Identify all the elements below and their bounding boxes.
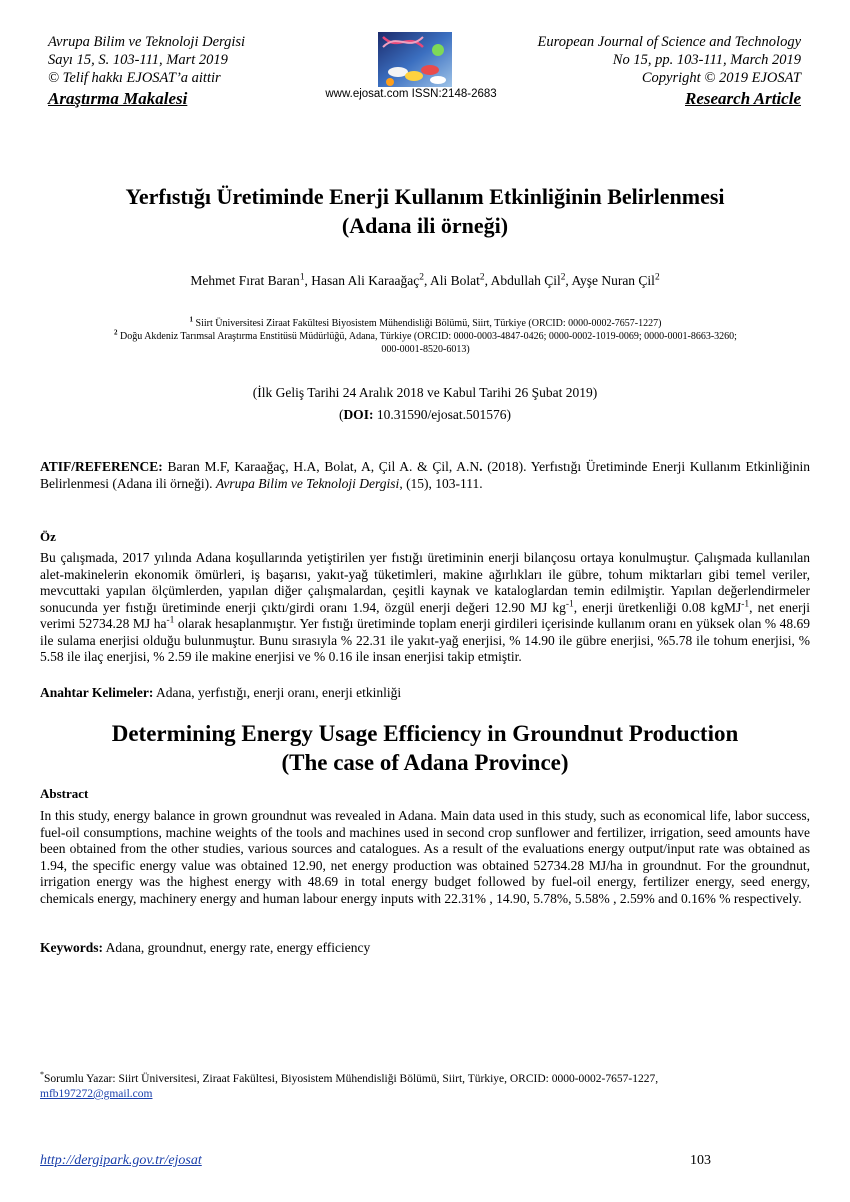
citation-reference: ATIF/REFERENCE: Baran M.F, Karaağaç, H.A, Bolat, A, Çil A. & Çil, A.N. (2018). Yerfıstığı Üretiminde Enerji Kullanım Etkinliğinin Belirlenmesi (Adana ili örneği). Avrupa Bilim ve Teknoloji Dergisi, (15), 103-111. bbox=[40, 459, 811, 491]
journal-name-tr: Avrupa Bilim ve Teknoloji Dergisi bbox=[48, 34, 246, 50]
journal-logo-icon bbox=[378, 32, 452, 87]
abstract-heading: Abstract bbox=[40, 786, 89, 801]
oz-heading: Öz bbox=[40, 529, 56, 544]
issn-label: www.ejosat.com ISSN:2148-2683 bbox=[325, 88, 497, 100]
issue-info-en: No 15, pp. 103-111, March 2019 bbox=[612, 52, 801, 68]
issue-info-tr: Sayı 15, S. 103-111, Mart 2019 bbox=[48, 52, 228, 68]
header-left bbox=[48, 33, 245, 87]
article-type-en: Research Article bbox=[685, 89, 801, 108]
author: Ayşe Nuran Çil$^2$ bbox=[571, 272, 660, 288]
author-list bbox=[40, 273, 810, 289]
corresponding-author-footnote: *Sorumlu Yazar: Siirt Üniversitesi, Ziraat Fakültesi, Biyosistem Mühendisliği Bölümü, Siirt, Türkiye, ORCID: 0000-0002-7657-1227, mfb197272@gmail.com bbox=[40, 1070, 659, 1100]
received-accepted-dates: (İlk Geliş Tarihi 24 Aralık 2018 ve Kabul Tarihi 26 Şubat 2019) bbox=[252, 385, 598, 400]
author: Hasan Ali Karaağaç$^2$, bbox=[311, 272, 430, 288]
copyright-tr: © Telif hakkı EJOSAT’a aittir bbox=[48, 70, 221, 86]
doi: (DOI: 10.31590/ejosat.501576) bbox=[338, 407, 512, 422]
author: Ali Bolat$^2$, bbox=[429, 272, 491, 288]
title-tr bbox=[40, 182, 810, 240]
dates-block bbox=[40, 382, 810, 426]
title-en-line1: Determining Energy Usage Efficiency in Groundnut Production bbox=[111, 721, 739, 746]
author: Abdullah Çil$^2$, bbox=[490, 272, 572, 288]
title-en-line2: (The case of Adana Province) bbox=[281, 750, 569, 775]
journal-name-en: European Journal of Science and Technology bbox=[537, 34, 801, 50]
author: Mehmet Fırat Baran$^1$, bbox=[190, 272, 312, 288]
affiliation-2-cont: 000-0001-8520-6013) bbox=[381, 344, 470, 355]
abstract-text: In this study, energy balance in grown groundnut was revealed in Adana. Main data used in this study, such as economical life, labor success, fuel-oil consumptions, machine weights of the tools and machines used in second crop sunflower and fertilizer, irrigation, seed amounts have been obtained from the other studies, various sources and catalogues. As a result of the evaluations energy output/input rate was obtained as 1.94, the specific energy value was obtained 12.90, net energy production was obtained 52734.28 MJ/ha in groundnut. For the groundnut, irrigation energy was the highest energy with 48.69 in total energy budget followed by fuel-oil energy, fertilizer energy, seed energy, chemicals energy, machinery energy and human labour energy inputs with 22.31% , 14.90, 5.78%, 5.58% , 2.59% and 0.16% % respectively. bbox=[40, 808, 810, 906]
page-number: 103 bbox=[690, 1153, 711, 1168]
affiliation-2: $^2$ Doğu Akdeniz Tarımsal Araştırma Enstitüsü Müdürlüğü, Adana, Türkiye (ORCID: 0000-0003-4847-0426; 0000-0002-1019-0069; 0000-0001-8663-3260; bbox=[114, 328, 737, 342]
oz-text: Bu çalışmada, 2017 yılında Adana koşullarında yetiştirilen yer fıstığı üretiminin enerji bilançosu ortaya konulmuştur. Çalışmada kullanılan alet-makinelerin ekonomik ömürleri, iş başarısı, yakıt-yağ tüketimleri, makine ağırlıkları ile gübre, tohum miktarları gibi temel veriler, mevcuttaki yapılan ölçümlerden, yapılan diğer çalışmalardan, çeşitli kaynak ve kataloglardan temin edilmiştir. Yapılan değerlendirmeler sonucunda yer fıstığı üretiminde enerji çıktı/girdi oranı 1.94, özgül enerji değeri 12.90 MJ $kg^{-1}$, enerji üretkenliği 0.08 kgMJ$^{-1}$, net enerji verimi 52734.28 MJ $ha^{-1}$ olarak hesaplanmıştır. Yer fıstığı üretiminde toplam enerji girdileri içerisinde kullanım oranı en yüksek olan % 48.69 ile sulama enerjisi olduğu bulunmuştur. Bunu sırasıyla % 22.31 ile yakıt-yağ enerjisi, % 14.90 ile gübre enerjisi, %5.78 ile tohum enerjisi, % 5.58 ile ilaç enerjisi, % 2.59 ile makine enerjisi ve % 0.16 ile insan enerjisi takip etmiştir. bbox=[40, 550, 810, 664]
keywords-en: Keywords: Adana, groundnut, energy rate, energy efficiency bbox=[40, 940, 371, 955]
footer-journal-link[interactable]: http://dergipark.gov.tr/ejosat bbox=[40, 1153, 202, 1168]
header-right bbox=[538, 33, 802, 87]
title-tr-line1: Yerfıstığı Üretiminde Enerji Kullanım Etkinliğinin Belirlenmesi bbox=[125, 184, 725, 209]
title-tr-line2: (Adana ili örneği) bbox=[341, 213, 509, 238]
keywords-tr: Anahtar Kelimeler: Adana, yerfıstığı, enerji oranı, enerji etkinliği bbox=[40, 685, 402, 700]
article-type-tr: Araştırma Makalesi bbox=[48, 89, 188, 108]
author-email-link[interactable]: mfb197272@gmail.com bbox=[40, 1088, 153, 1100]
copyright-en: Copyright © 2019 EJOSAT bbox=[641, 70, 801, 86]
affiliation-1: $^1$ Siirt Üniversitesi Ziraat Fakültesi Biyosistem Mühendisliği Bölümü, Siirt, Türkiye (ORCID: 0000-0002-7657-1227) bbox=[189, 315, 662, 329]
title-en bbox=[40, 719, 810, 777]
affiliations bbox=[58, 317, 793, 356]
